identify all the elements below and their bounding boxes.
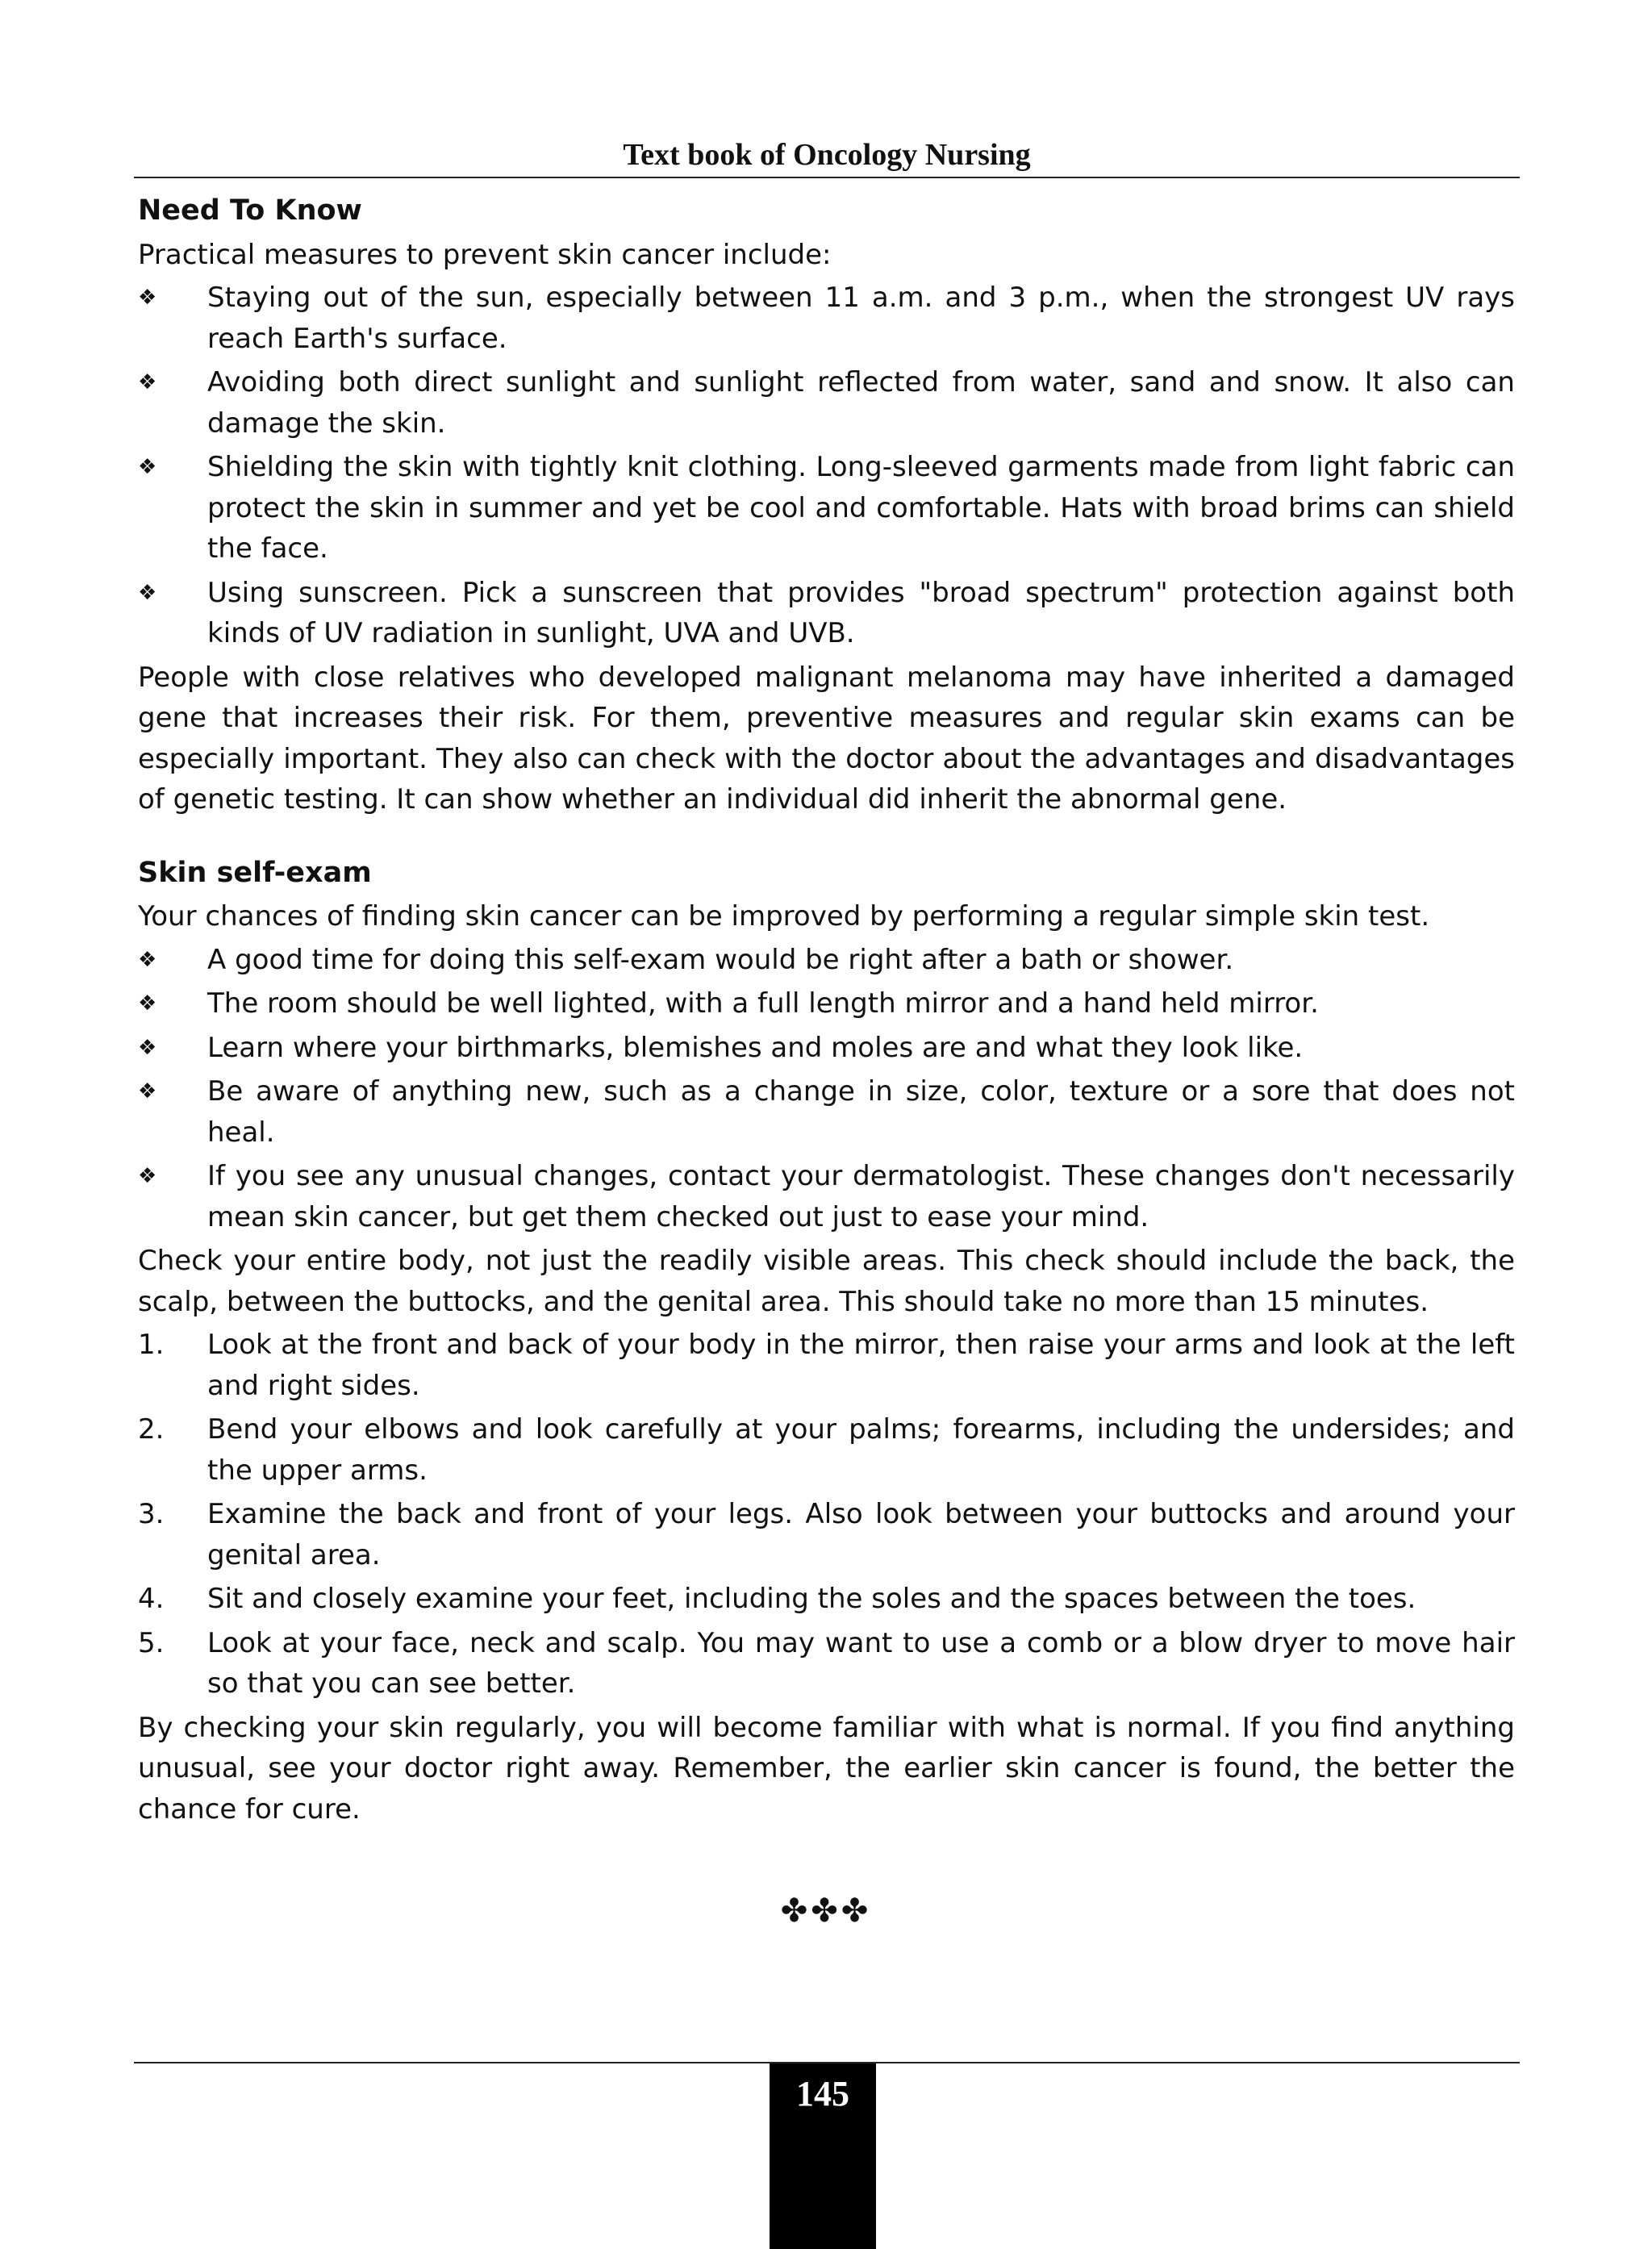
step-number: 5. — [138, 1626, 165, 1659]
diamond-bullet-icon: ❖ — [138, 370, 157, 394]
end-of-chapter-ornament-icon: ✤✤✤ — [780, 1892, 872, 1930]
diamond-bullet-icon: ❖ — [138, 1164, 157, 1188]
diamond-bullet-icon: ❖ — [138, 580, 157, 605]
list-item: ❖ Staying out of the sun, especially between 11 a.m. and 3 p.m., when the strongest UV rays reach Earth's surface. — [138, 277, 1515, 359]
step-number: 2. — [138, 1413, 165, 1446]
section-heading-need-to-know: Need To Know — [138, 194, 362, 227]
running-header: Text book of Oncology Nursing — [623, 138, 1031, 172]
self-exam-bullet-list — [138, 940, 1515, 1238]
header-rule — [134, 177, 1520, 178]
list-item: 5. Look at your face, neck and scalp. You may want to use a comb or a blow dryer to move hair so that you can see better. — [138, 1623, 1515, 1704]
body-paragraph: Check your entire body, not just the readily visible areas. This check should include the back, the scalp, between the buttocks, and the genital area. This should take no more than 15 minutes. — [138, 1245, 1515, 1318]
page-content — [138, 190, 1515, 1832]
step-number: 1. — [138, 1329, 165, 1361]
step-number: 4. — [138, 1583, 165, 1615]
intro-paragraph: Practical measures to prevent skin cancer include: — [138, 238, 832, 271]
list-item: ❖ Learn where your birthmarks, blemishes and moles are and what they look like. — [138, 1028, 1515, 1069]
diamond-bullet-icon: ❖ — [138, 286, 157, 310]
list-item: ❖ Shielding the skin with tightly knit clothing. Long-sleeved garments made from light fabric can protect the skin in summer and yet be cool and comfortable. Hats with broad brims can shield the face. — [138, 447, 1515, 570]
intro-paragraph: Your chances of finding skin cancer can be improved by performing a regular simple skin test. — [138, 900, 1430, 933]
page-number-tab — [770, 2063, 876, 2249]
list-item: ❖ Avoiding both direct sunlight and sunlight reflected from water, sand and snow. It also can damage the skin. — [138, 362, 1515, 444]
body-paragraph: People with close relatives who developed malignant melanoma may have inherited a damaged gene that increases their risk. For them, preventive measures and regular skin exams can be especially important. They also can check with the doctor about the advantages and disadvantages of genetic testing. It can show whether an individual did inherit the abnormal gene. — [138, 661, 1515, 816]
list-item: ❖ The room should be well lighted, with a full length mirror and a hand held mirror. — [138, 983, 1515, 1024]
list-item: 4. Sit and closely examine your feet, including the soles and the spaces between the toes. — [138, 1579, 1515, 1620]
closing-paragraph: By checking your skin regularly, you will become familiar with what is normal. If you find anything unusual, see your doctor right away. Remember, the earlier skin cancer is found, the better the chance for cure. — [138, 1711, 1515, 1825]
list-item: ❖ Be aware of anything new, such as a change in size, color, texture or a sore that does not heal. — [138, 1071, 1515, 1153]
list-item: ❖ A good time for doing this self-exam would be right after a bath or shower. — [138, 940, 1515, 981]
step-number: 3. — [138, 1498, 165, 1530]
diamond-bullet-icon: ❖ — [138, 991, 157, 1016]
list-item: 1. Look at the front and back of your body in the mirror, then raise your arms and look at the left and right sides. — [138, 1325, 1515, 1406]
self-exam-steps-list — [138, 1325, 1515, 1704]
list-item: 3. Examine the back and front of your legs. Also look between your buttocks and around your genital area. — [138, 1494, 1515, 1575]
diamond-bullet-icon: ❖ — [138, 455, 157, 479]
list-item: ❖ If you see any unusual changes, contact your dermatologist. These changes don't necessarily mean skin cancer, but get them checked out just to ease your mind. — [138, 1156, 1515, 1237]
diamond-bullet-icon: ❖ — [138, 947, 157, 972]
prevention-bullet-list — [138, 277, 1515, 654]
section-heading-skin-self-exam: Skin self-exam — [138, 856, 372, 889]
diamond-bullet-icon: ❖ — [138, 1035, 157, 1060]
page-number: 145 — [796, 2074, 849, 2113]
diamond-bullet-icon: ❖ — [138, 1079, 157, 1104]
list-item: ❖ Using sunscreen. Pick a sunscreen that provides "broad spectrum" protection against both kinds of UV radiation in sunlight, UVA and UVB. — [138, 573, 1515, 654]
list-item: 2. Bend your elbows and look carefully at your palms; forearms, including the undersides; and the upper arms. — [138, 1409, 1515, 1491]
